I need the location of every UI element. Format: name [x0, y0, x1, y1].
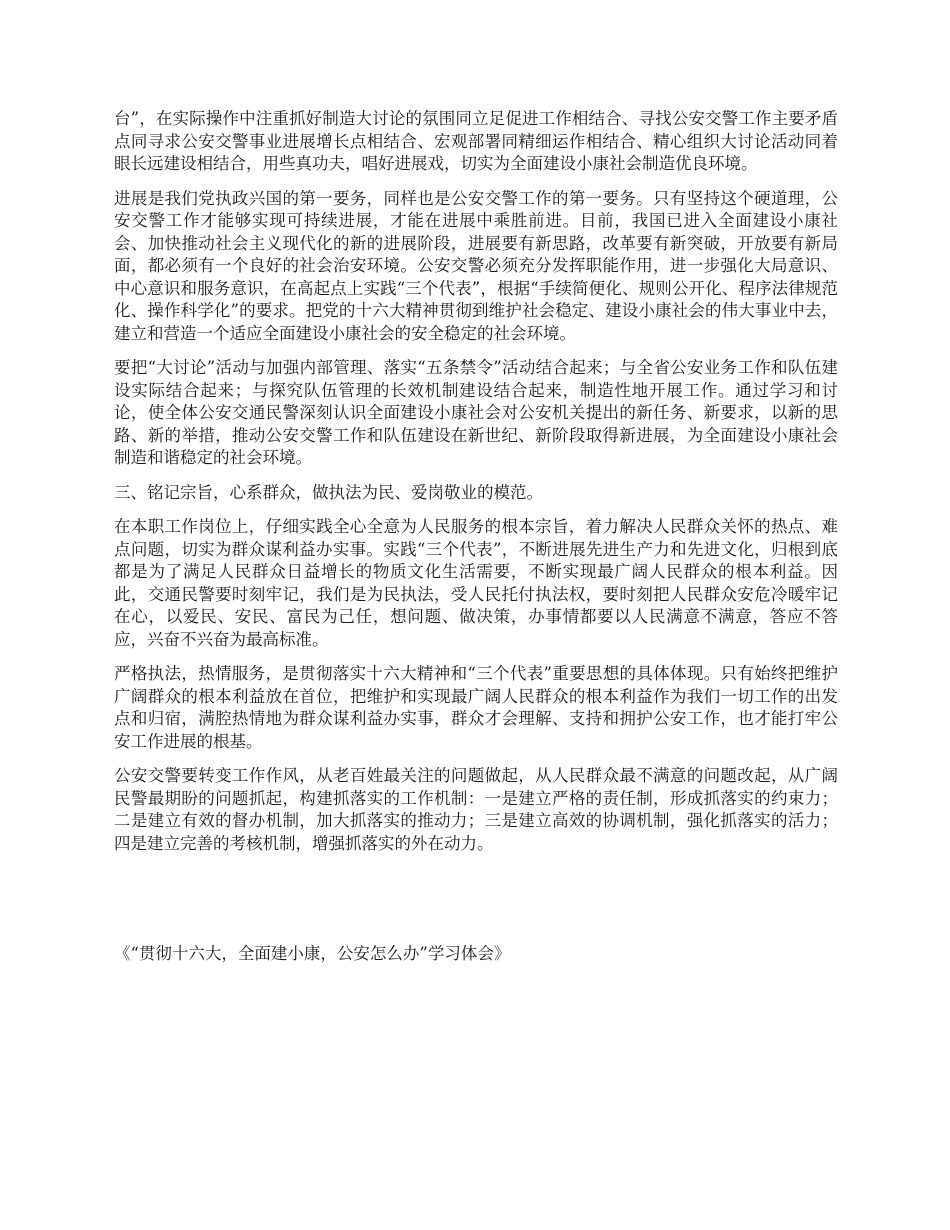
paragraph-5: 在本职工作岗位上，仔细实践全心全意为人民服务的根本宗旨，着力解决人民群众关怀的热点、难点问题，切实为群众谋利益办实事。实践“三个代表”，不断进展先进生产力和先进文化，归根到底都是为了满足人民群众日益增长的物质文化生活需要，不断实现最广阔人民群众的根本利益。因此，交通民警要时刻牢记，我们是为民执法，受人民托付执法权，要时刻把人民群众安危冷暖牢记在心，以爱民、安民、富民为己任，想问题、做决策，办事情都要以人民满意不满意，答应不答应，兴奋不兴奋为最高标准。	[114, 517, 838, 649]
paragraph-7: 公安交警要转变工作作风，从老百姓最关注的问题做起，从人民群众最不满意的问题改起，从广阔民警最期盼的问题抓起，构建抓落实的工作机制：一是建立严格的责任制，形成抓落实的约束力；二是建立有效的督办机制，加大抓落实的推动力；三是建立高效的协调机制，强化抓落实的活力；四是建立完善的考核机制，增强抓落实的外在动力。	[114, 766, 838, 853]
paragraph-1: 台”，在实际操作中注重抓好制造大讨论的氛围同立足促进工作相结合、寻找公安交警工作主要矛盾点同寻求公安交警事业进展增长点相结合、宏观部署同精细运作相结合、精心组织大讨论活动同着眼长远建设相结合，用些真功夫，唱好进展戏，切实为全面建设小康社会制造优良环境。	[114, 109, 838, 173]
document-body	[114, 108, 838, 867]
paragraph-2: 进展是我们党执政兴国的第一要务，同样也是公安交警工作的第一要务。只有坚持这个硬道理，公安交警工作才能够实现可持续进展，才能在进展中乘胜前进。目前，我国已进入全面建设小康社会、加快推动社会主义现代化的新的进展阶段，进展要有新思路，改革要有新突破，开放要有新局面，都必须有一个良好的社会治安环境。公安交警必须充分发挥职能作用，进一步强化大局意识、中心意识和服务意识，在高起点上实践“三个代表”，根据“手续简便化、规则公开化、程序法律规范化、操作科学化”的要求。把党的十六大精神贯彻到维护社会稳定、建设小康社会的伟大事业中去，建立和营造一个适应全面建设小康社会的安全稳定的社会环境。	[114, 188, 838, 343]
paragraph-3: 要把“大讨论”活动与加强内部管理、落实“五条禁令”活动结合起来；与全省公安业务工作和队伍建设实际结合起来；与探究队伍管理的长效机制建设结合起来，制造性地开展工作。通过学习和讨论，使全体公安交通民警深刻认识全面建设小康社会对公安机关提出的新任务、新要求，以新的思路、新的举措，推动公安交警工作和队伍建设在新世纪、新阶段取得新进展，为全面建设小康社会制造和谐稳定的社会环境。	[114, 358, 838, 467]
document-title-footer: 《“贯彻十六大，全面建小康，公安怎么办”学习体会》	[114, 944, 511, 963]
section-heading: 三、铭记宗旨，心系群众，做执法为民、爱岗敬业的模范。	[114, 482, 543, 502]
paragraph-6: 严格执法，热情服务，是贯彻落实十六大精神和“三个代表”重要思想的具体体现。只有始终把维护广阔群众的根本利益放在首位，把维护和实现最广阔人民群众的根本利益作为我们一切工作的出发点和归宿，满腔热情地为群众谋利益办实事，群众才会理解、支持和拥护公安工作，也才能打牢公安工作进展的根基。	[114, 664, 838, 751]
